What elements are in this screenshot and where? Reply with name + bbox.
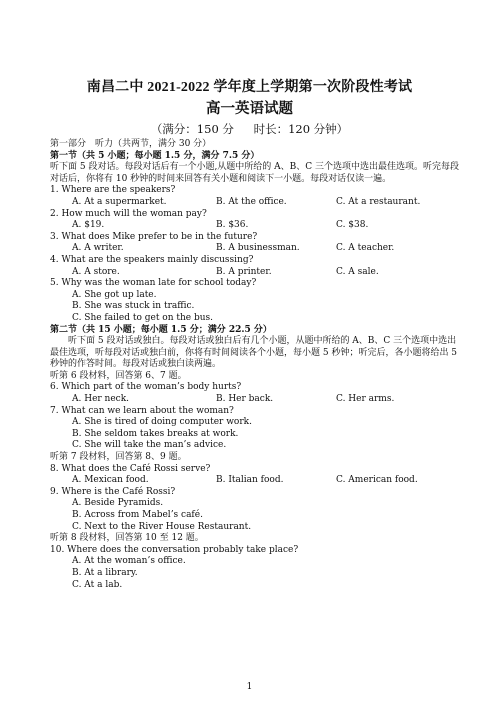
- option-a: A. Beside Pyramids.: [72, 498, 164, 509]
- options-row: [50, 475, 460, 487]
- option-b: B. A printer.: [216, 266, 272, 277]
- material-note: 听第 8 段材料，回答第 10 至 12 题。: [50, 533, 204, 544]
- question-stem: 7. What can we learn about the woman?: [50, 405, 234, 416]
- duration: 时长：120 分钟）: [253, 122, 349, 136]
- option-c: C. Next to the River House Restaurant.: [72, 521, 252, 532]
- option-a: A. Mexican food.: [72, 475, 149, 486]
- option-c: C. At a restaurant.: [336, 196, 421, 207]
- page-number: 1: [246, 682, 253, 692]
- option-a: A. A writer.: [72, 243, 124, 254]
- option-a: A. A store.: [72, 266, 120, 277]
- option-c: C. She failed to get on the bus.: [72, 312, 214, 323]
- option-c: C. She will take the man’s advice.: [72, 440, 227, 451]
- option-a: A. Her neck.: [72, 394, 130, 405]
- option-c: C. A teacher.: [336, 243, 395, 254]
- option-c: C. $38.: [336, 220, 369, 231]
- option-c: C. Her arms.: [336, 394, 395, 405]
- part1-title: 第一部分 听力（共两节，满分 30 分）: [50, 139, 212, 149]
- option-a: A. At a supermarket.: [72, 196, 167, 207]
- material-note: 听第 6 段材料，回答第 6、7 题。: [50, 370, 187, 381]
- question-stem: 4. What are the speakers mainly discussing?: [50, 254, 254, 265]
- section1-instructions: 听下面 5 段对话。每段对话后有一个小题,从题中所给的 A、B、C 三个选项中选出最佳选项。听完每段对话后，你将有 10 秒钟的时间来回答有关小题和阅读下一小题。每段对话仅读一遍。: [50, 162, 460, 184]
- option-b: B. Across from Mabel’s café.: [72, 510, 203, 520]
- options-row: [50, 267, 460, 279]
- option-c: C. At a lab.: [72, 579, 123, 590]
- options-row: [50, 394, 460, 406]
- option-b: B. Italian food.: [216, 475, 284, 486]
- option-a: A. $19.: [72, 220, 105, 231]
- option-c: C. A sale.: [336, 266, 379, 277]
- options-row: [50, 220, 460, 232]
- question-stem: 10. Where does the conversation probably take place?: [50, 544, 299, 555]
- exam-subtitle: 高一英语试题: [206, 100, 293, 117]
- option-b: B. Her back.: [216, 394, 274, 405]
- exam-meta: [0, 121, 499, 137]
- option-b: B. At a library.: [72, 567, 138, 578]
- question-stem: 5. Why was the woman late for school today?: [50, 278, 257, 289]
- full-score: （满分：150 分: [150, 122, 234, 136]
- section1-title: 第一节（共 5 小题；每小题 1.5 分，满分 7.5 分）: [50, 150, 260, 161]
- section2-title: 第二节（共 15 小题；每小题 1.5 分；满分 22.5 分）: [50, 324, 272, 335]
- option-b: B. She seldom takes breaks at work.: [72, 428, 239, 439]
- material-note: 听第 7 段材料，回答第 8、9 题。: [50, 452, 187, 463]
- option-b: B. A businessman.: [216, 243, 300, 254]
- option-a: A. She got up late.: [72, 289, 157, 300]
- question-stem: 1. Where are the speakers?: [50, 185, 176, 196]
- option-c: C. American food.: [336, 475, 418, 486]
- option-a: A. She is tired of doing computer work.: [72, 417, 252, 428]
- option-a: A. At the woman’s office.: [72, 556, 186, 567]
- options-row: [50, 243, 460, 255]
- question-stem: 8. What does the Café Rossi serve?: [50, 463, 211, 474]
- question-stem: 2. How much will the woman pay?: [50, 208, 207, 219]
- option-b: B. $36.: [216, 220, 249, 231]
- question-stem: 3. What does Mike prefer to be in the future?: [50, 231, 258, 242]
- option-b: B. She was stuck in traffic.: [72, 301, 195, 312]
- question-stem: 9. Where is the Café Rossi?: [50, 486, 176, 497]
- question-stem: 6. Which part of the woman’s body hurts?: [50, 382, 242, 393]
- option-b: B. At the office.: [216, 196, 287, 207]
- exam-body: [50, 139, 460, 591]
- exam-title: 南昌二中 2021-2022 学年度上学期第一次阶段性考试: [86, 80, 413, 95]
- section2-instructions: 听下面 5 段对话或独白。每段对话或独白后有几个小题，从题中所给的 A、B、C 三个选项中选出最佳选项，听每段对话或独白前，你将有时间阅读各个小题，每小题 5 秒钟；听完后，各小题将给出 5 秒钟的作答时间。每段对话或独白读两遍。: [50, 336, 458, 370]
- options-row: [50, 197, 460, 209]
